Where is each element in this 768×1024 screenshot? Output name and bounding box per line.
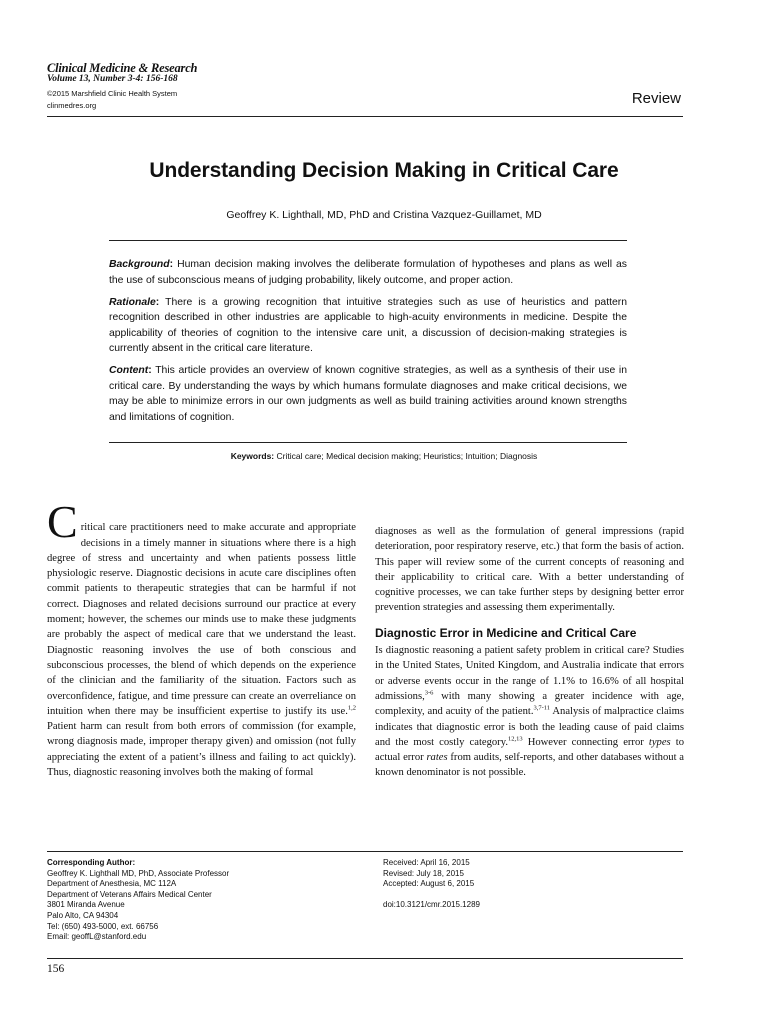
emphasis-text: types: [648, 736, 671, 748]
body-column-left: [47, 496, 356, 780]
abstract: [109, 257, 627, 432]
body-column-right: [375, 524, 684, 781]
page-number: 156: [47, 963, 65, 975]
abstract-content: Content: This article provides an overview of known cognitive strategies, as well as a synthesis of their use in critical care. By understanding the ways by which humans formulate diagnoses and make critical decisions, we may be able to minimize errors in our own judgments as well as build training activities around known strengths and limitations of cognition.: [109, 365, 627, 423]
abstract-rationale: Rationale: There is a growing recognition that intuitive strategies such as use of heuristics and pattern recognition described in other industries are applicable to high-acuity environments in medicine. Despite the applicability of theories of cognition to the intensive care unit, a discussion of decision-making strategies is currently absent in the critical care literature.: [109, 296, 627, 354]
corresponding-author-label: Corresponding Author:: [47, 858, 136, 867]
citation-ref[interactable]: 3-6: [424, 689, 434, 697]
background-text: Human decision making involves the deliberate formulation of hypotheses and plans as well as the use of subconscious means of judging probability, likely outcome, and proper action.: [109, 259, 627, 286]
paragraph-text: Analysis of malpractice claims indicates that diagnostic error is both the leading cause of paid claims and the most costly category.: [375, 706, 684, 748]
page-number-rule: [47, 958, 683, 959]
accepted-date: Accepted: August 6, 2015: [383, 879, 475, 889]
corr-line: Department of Veterans Affairs Medical Center: [47, 889, 212, 899]
rationale-text: There is a growing recognition that intuitive strategies such as use of heuristics and pattern recognition described in other industries are applicable to high-acuity environments in medicine. Despite the applicability of theories of cognition to the intensive care unit, a discussion of decision-making strategies is currently absent in the critical care literature.: [109, 296, 627, 354]
corr-line: 3801 Miranda Avenue: [47, 900, 125, 910]
abstract-bottom-rule: [109, 442, 627, 443]
revised-date: Revised: July 18, 2015: [383, 868, 464, 878]
paragraph-text: to actual error: [375, 736, 684, 764]
received-date: Received: April 16, 2015: [383, 858, 470, 867]
corr-line: Geoffrey K. Lighthall MD, PhD, Associate Professor: [47, 868, 230, 878]
abstract-top-rule: [109, 240, 627, 241]
keywords-text: Critical care; Medical decision making; Heuristics; Intuition; Diagnosis: [274, 451, 538, 461]
journal-url[interactable]: clinmedres.org: [47, 101, 97, 110]
journal-copyright: ©2015 Marshfield Clinic Health System: [47, 89, 178, 98]
intro-paragraph: [47, 496, 356, 780]
corresponding-author: [47, 858, 367, 943]
paragraph-text: from audits, self-reports, and other databases without a known denominator is not possible.: [375, 752, 684, 779]
content-text: This article provides an overview of known cognitive strategies, as well as a synthesis of their use in critical care. By understanding the ways by which humans formulate diagnoses and make critical decisions, we may be able to minimize errors in our own judgments as well as build training activities around known strengths and limitations of cognition.: [109, 365, 627, 423]
paragraph-text: Is diagnostic reasoning a patient safety problem in critical care? Studies in the United States, United Kingdom, and Australia indicate that errors or adverse events occur in the range of 1.1% to 16.6% of all hospital admissions,: [375, 645, 684, 702]
paragraph-text: However connecting error: [522, 736, 649, 748]
citation-ref[interactable]: 3,7-11: [533, 704, 551, 712]
corr-email[interactable]: Email: geoffL@stanford.edu: [47, 932, 147, 942]
doi[interactable]: doi:10.3121/cmr.2015.1289: [383, 899, 480, 909]
section-label: Review: [631, 90, 681, 107]
paragraph-text: with many showing a greater incidence with age, complexity, and acuity of the patient.: [375, 690, 684, 718]
rationale-label: Rationale: [109, 296, 156, 308]
emphasis-text: rates: [426, 752, 448, 764]
header-divider: [47, 116, 683, 117]
intro-paragraph-continued: diagnoses as well as the formulation of general impressions (rapid deterioration, poor respiratory reserve, etc.) that form the basis of action. This paper will review some of the current concepts of reasoning and their applicability to critical care. With a better understanding of cognitive processes, we can take further steps by designing better error prevention strategies and assessing them experimentally.: [375, 526, 684, 614]
article-dates: [383, 858, 683, 910]
corr-line: Palo Alto, CA 94304: [47, 910, 119, 920]
keywords: [47, 451, 721, 461]
footer-divider: [47, 851, 683, 852]
article-authors: Geoffrey K. Lighthall, MD, PhD and Cristina Vazquez-Guillamet, MD: [226, 209, 542, 221]
citation-ref[interactable]: 1,2: [347, 704, 356, 712]
section-heading: Diagnostic Error in Medicine and Critical Care: [375, 625, 637, 640]
journal-volume: Volume 13, Number 3-4: 156-168: [47, 74, 178, 84]
intro-text-continued: Patient harm can result from both errors of commission (for example, wrong diagnosis made, improper therapy given) and omission (not fully appreciating the extent of a patient’s illness and failing to act quickly). Thus, diagnostic reasoning involves both the making of formal: [47, 721, 356, 779]
corr-line: Department of Anesthesia, MC 112A: [47, 879, 177, 889]
intro-text: ritical care practitioners need to make accurate and appropriate decisions in a timely manner in situations where there is a high degree of stress and uncertainty and when patients possess little physiologic reserve. Diagnostic decisions in acute care disciplines often commit patients to therapeutic strategies that can be harmful if not correct. Diagnoses and related decisions surround our practice at every moment; however, the schemes our minds use to make these judgments are probably the aspect of medical care that we understand the least. Diagnostic reasoning involves the use of both conscious and subconscious processes, the blend of which depends on the experience of the clinician and the familiarity of the situation. Factors such as overconfidence, fatigue, and time pressure can create an overreliance on intuition when there may be insufficient expertise to justify its use.: [47, 522, 356, 717]
article-title: Understanding Decision Making in Critical Care: [149, 159, 619, 182]
diagnostic-error-paragraph: [375, 643, 684, 781]
keywords-label: Keywords:: [230, 451, 275, 461]
corr-line: Tel: (650) 493-5000, ext. 66756: [47, 921, 159, 931]
citation-ref[interactable]: 12,13: [507, 735, 523, 743]
drop-cap: C: [47, 496, 78, 547]
journal-name: Clinical Medicine & Research: [47, 61, 198, 75]
background-label: Background: [109, 259, 170, 270]
abstract-background: Background: Human decision making involves the deliberate formulation of hypotheses and plans as well as the use of subconscious means of judging probability, likely outcome, and proper action.: [109, 259, 627, 286]
content-label: Content: [109, 365, 149, 376]
